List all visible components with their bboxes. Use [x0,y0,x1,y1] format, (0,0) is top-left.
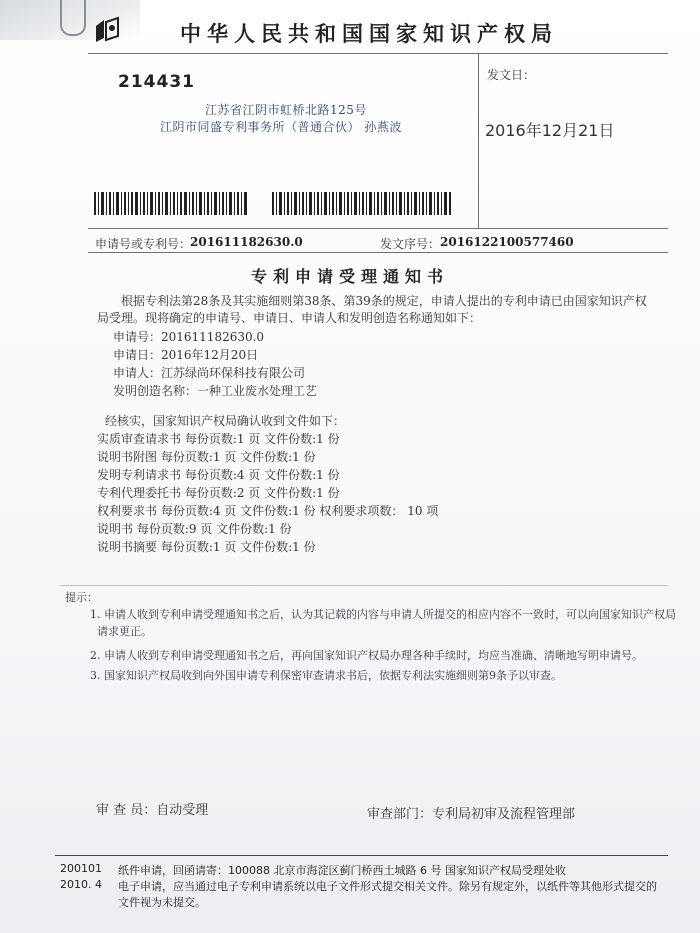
document-item: 说明书摘要 每份页数:1 页 文件份数:1 份 [97,540,316,554]
form-date: 2010. 4 [60,878,102,891]
address-line-1: 江苏省江阴市虹桥北路125号 [205,103,367,117]
tips-label: 提示： [65,591,98,604]
form-code: 200101 [60,862,102,875]
field-application-number: 申请号：201611182630.0 [113,330,265,344]
issuer-title: 中华人民共和国国家知识产权局 [180,22,558,46]
cnipa-logo-icon [92,16,122,46]
postal-code: 214431 [118,72,195,92]
header-rule [88,53,668,54]
tip-item-2: 2. 申请人收到专利申请受理通知书之后，再向国家知识产权局办理各种手续时，均应当准确、清晰地写明申请号。 [90,649,643,662]
tip-item-1-cont: 请求更正。 [97,625,152,638]
document-item: 发明专利请求书 每份页数:4 页 文件份数:1 份 [97,468,340,482]
notice-intro: 根据专利法第28条及其实施细则第38条、第39条的规定，申请人提出的专利申请已由国家知识产权局受理。现将确定的申请号、申请日、申请人和发明创造名称通知如下： [97,294,647,325]
address-rule [88,228,668,229]
received-documents-intro: 经核实，国家知识产权局确认收到文件如下： [105,414,346,428]
notice-title: 专利申请受理通知书 [250,267,449,286]
barcode-left-icon [94,192,249,215]
header-divider [478,53,479,228]
tip-item-1: 1. 申请人收到专利申请受理通知书之后，认为其记载的内容与申请人所提交的相应内容不一致时，可以向国家知识产权局 [90,608,676,621]
document-item: 说明书 每份页数:9 页 文件份数:1 份 [97,522,292,536]
document-item: 说明书附图 每份页数:1 页 文件份数:1 份 [97,450,316,464]
document-item: 专利代理委托书 每份页数:2 页 文件份数:1 份 [97,486,340,500]
examiner: 审 查 员：自动受理 [96,803,209,818]
barcode-right-icon [272,192,452,215]
tip-item-3: 3. 国家知识产权局收到向外国申请专利保密审查请求书后，依据专利法实施细则第9条予以审查。 [90,669,562,682]
meta-rule [88,252,668,253]
footer-line-3: 文件视为未提交。 [118,896,206,909]
field-applicant: 申请人：江苏绿尚环保科技有限公司 [113,366,306,380]
address-line-2: 江阴市同盛专利事务所（普通合伙） 孙燕波 [160,120,402,134]
application-number-value: 201611182630.0 [190,235,303,249]
application-number-label: 申请号或专利号： [95,237,192,251]
send-date-value: 2016年12月21日 [485,121,615,140]
paper-clip [60,0,86,36]
footer-line-1: 纸件申请，回函请寄：100088 北京市海淀区蓟门桥西土城路 6 号 国家知识产权局受理处收 [118,864,566,877]
field-invention-title: 发明创造名称：一种工业废水处理工艺 [113,384,318,398]
document-number-label: 发文序号： [380,237,441,251]
footer-rule [55,855,668,856]
footer-line-2: 电子申请，应当通过电子专利申请系统以电子文件形式提交相关文件。除另有规定外，以纸件等其他形式提交的 [118,880,657,893]
document-number-value: 2016122100577460 [440,235,574,249]
send-date-label: 发文日： [487,68,536,82]
document-item: 实质审查请求书 每份页数:1 页 文件份数:1 份 [97,432,340,446]
document-item: 权利要求书 每份页数:4 页 文件份数:1 份 权利要求项数： 10 项 [97,504,439,518]
field-filing-date: 申请日：2016年12月20日 [113,348,259,362]
tips-rule [60,585,668,586]
examining-department: 审查部门：专利局初审及流程管理部 [367,807,576,822]
